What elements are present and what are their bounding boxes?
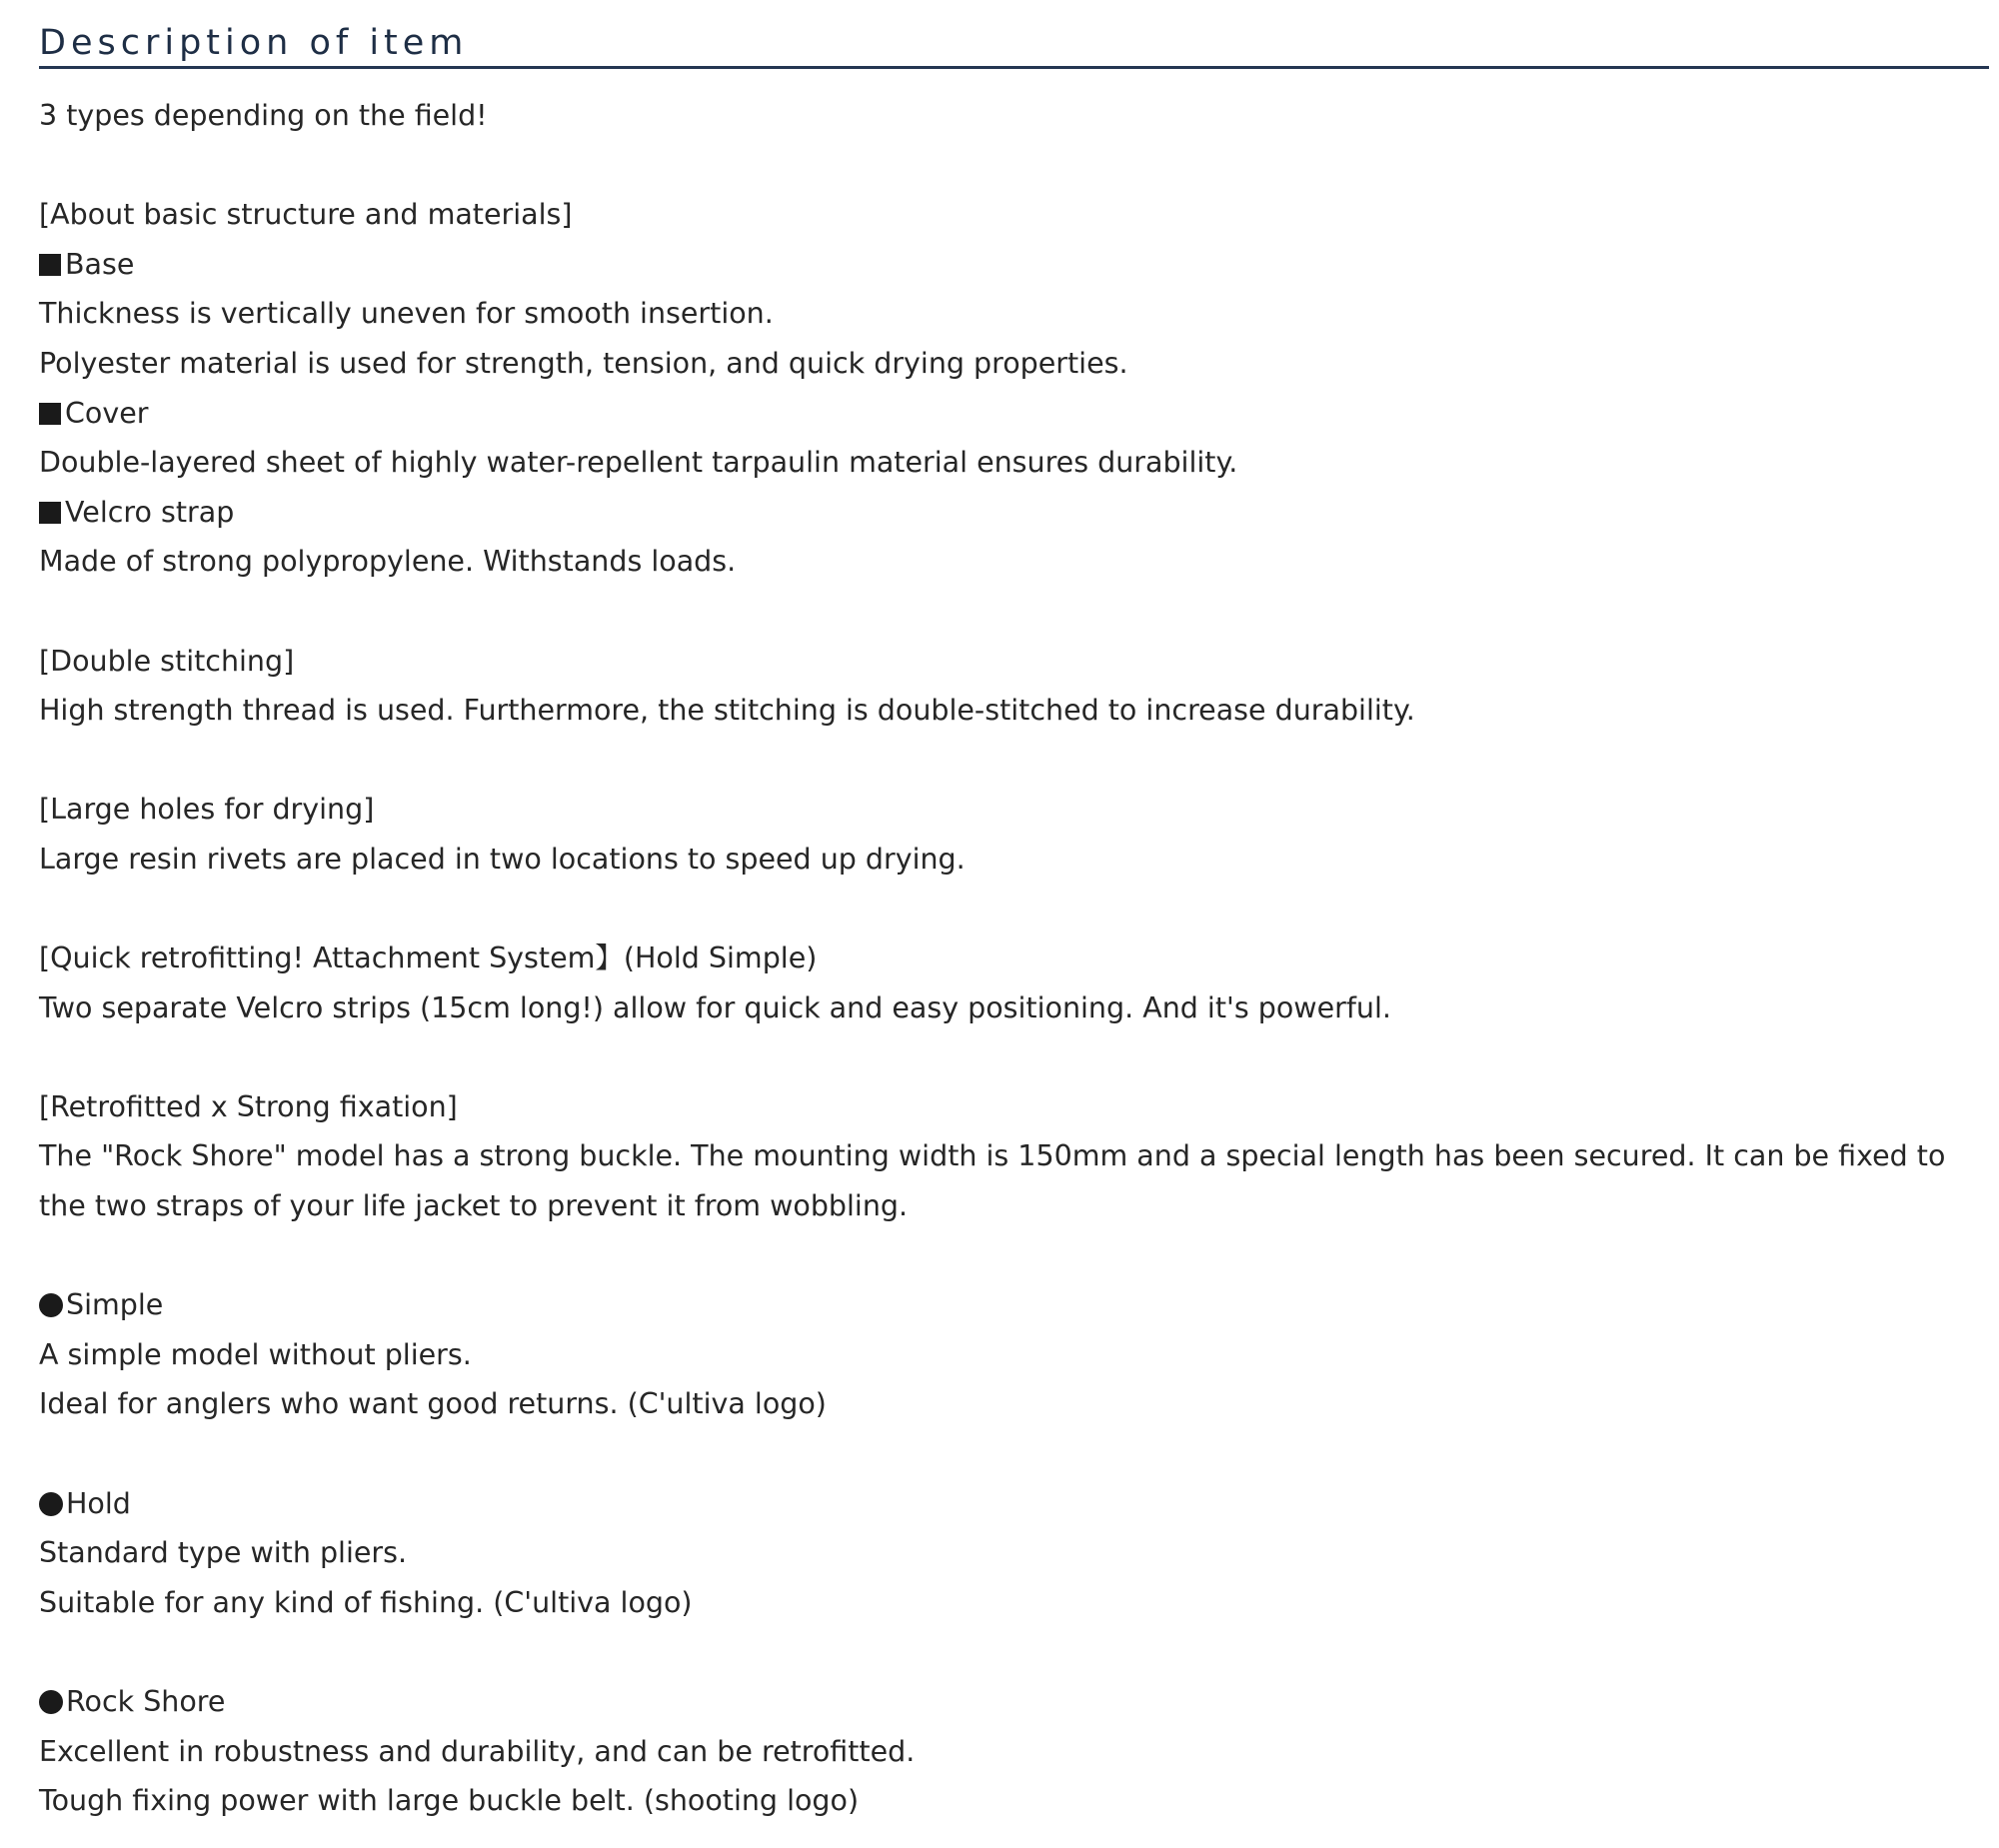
- base-line: Polyester material is used for strength, tension, and quick drying properties.: [39, 346, 1128, 380]
- spacer: [39, 736, 1989, 786]
- black-circle-icon: [39, 1492, 63, 1516]
- stitching-title: [Double stitching]: [39, 644, 295, 678]
- cover-line: Double-layered sheet of highly water-repellent tarpaulin material ensures durability.: [39, 446, 1238, 480]
- model-line: Standard type with pliers.: [39, 1536, 408, 1570]
- black-square-icon: [39, 502, 61, 524]
- spacer: [39, 1231, 1989, 1281]
- model-line: Suitable for any kind of fishing. (C'ultiva logo): [39, 1585, 693, 1619]
- spacer: [39, 1429, 1989, 1479]
- black-square-icon: [39, 403, 61, 425]
- intro-text: 3 types depending on the field!: [39, 99, 488, 132]
- model-name: Hold: [66, 1486, 131, 1520]
- model-heading-hold: [39, 1479, 1989, 1529]
- velcro-line: Made of strong polypropylene. Withstands loads.: [39, 545, 737, 579]
- structure-title: [About basic structure and materials]: [39, 198, 573, 232]
- black-circle-icon: [39, 1690, 63, 1714]
- section-heading: Description of item: [39, 0, 1989, 69]
- item-description-panel: [39, 0, 1989, 1826]
- spacer: [39, 141, 1989, 191]
- cover-heading: [39, 389, 1989, 439]
- black-square-icon: [39, 254, 61, 276]
- black-circle-icon: [39, 1293, 63, 1317]
- spacer: [39, 885, 1989, 934]
- description-body: [39, 91, 1989, 1826]
- holes-title: [Large holes for drying]: [39, 793, 375, 827]
- model-name: Rock Shore: [66, 1685, 226, 1718]
- model-line: Ideal for anglers who want good returns. (C'ultiva logo): [39, 1387, 827, 1421]
- fixation-text: The "Rock Shore" model has a strong buckle. The mounting width is 150mm and a special length has been secured. It can be fixed to the two straps of your life jacket to prevent it from wobbling.: [39, 1139, 1946, 1223]
- attachment-title: [Quick retrofitting! Attachment System】(Hold Simple): [39, 941, 818, 975]
- stitching-text: High strength thread is used. Furthermore, the stitching is double-stitched to increase durability.: [39, 694, 1415, 728]
- model-line: Tough fixing power with large buckle belt. (shooting logo): [39, 1784, 860, 1818]
- attachment-text: Two separate Velcro strips (15cm long!) allow for quick and easy positioning. And it's powerful.: [39, 990, 1391, 1024]
- base-heading: [39, 240, 1989, 290]
- fixation-title: [Retrofitted x Strong fixation]: [39, 1089, 458, 1123]
- spacer: [39, 1032, 1989, 1082]
- model-line: A simple model without pliers.: [39, 1337, 472, 1371]
- model-name: Simple: [66, 1288, 164, 1322]
- model-line: Excellent in robustness and durability, and can be retrofitted.: [39, 1734, 916, 1768]
- holes-text: Large resin rivets are placed in two locations to speed up drying.: [39, 842, 966, 876]
- velcro-label: Velcro strap: [65, 495, 235, 529]
- model-heading-rock-shore: [39, 1677, 1989, 1727]
- base-line: Thickness is vertically uneven for smooth insertion.: [39, 297, 774, 331]
- model-heading-simple: [39, 1280, 1989, 1330]
- spacer: [39, 587, 1989, 637]
- cover-label: Cover: [65, 396, 149, 430]
- spacer: [39, 1627, 1989, 1677]
- velcro-heading: [39, 488, 1989, 538]
- base-label: Base: [65, 247, 135, 281]
